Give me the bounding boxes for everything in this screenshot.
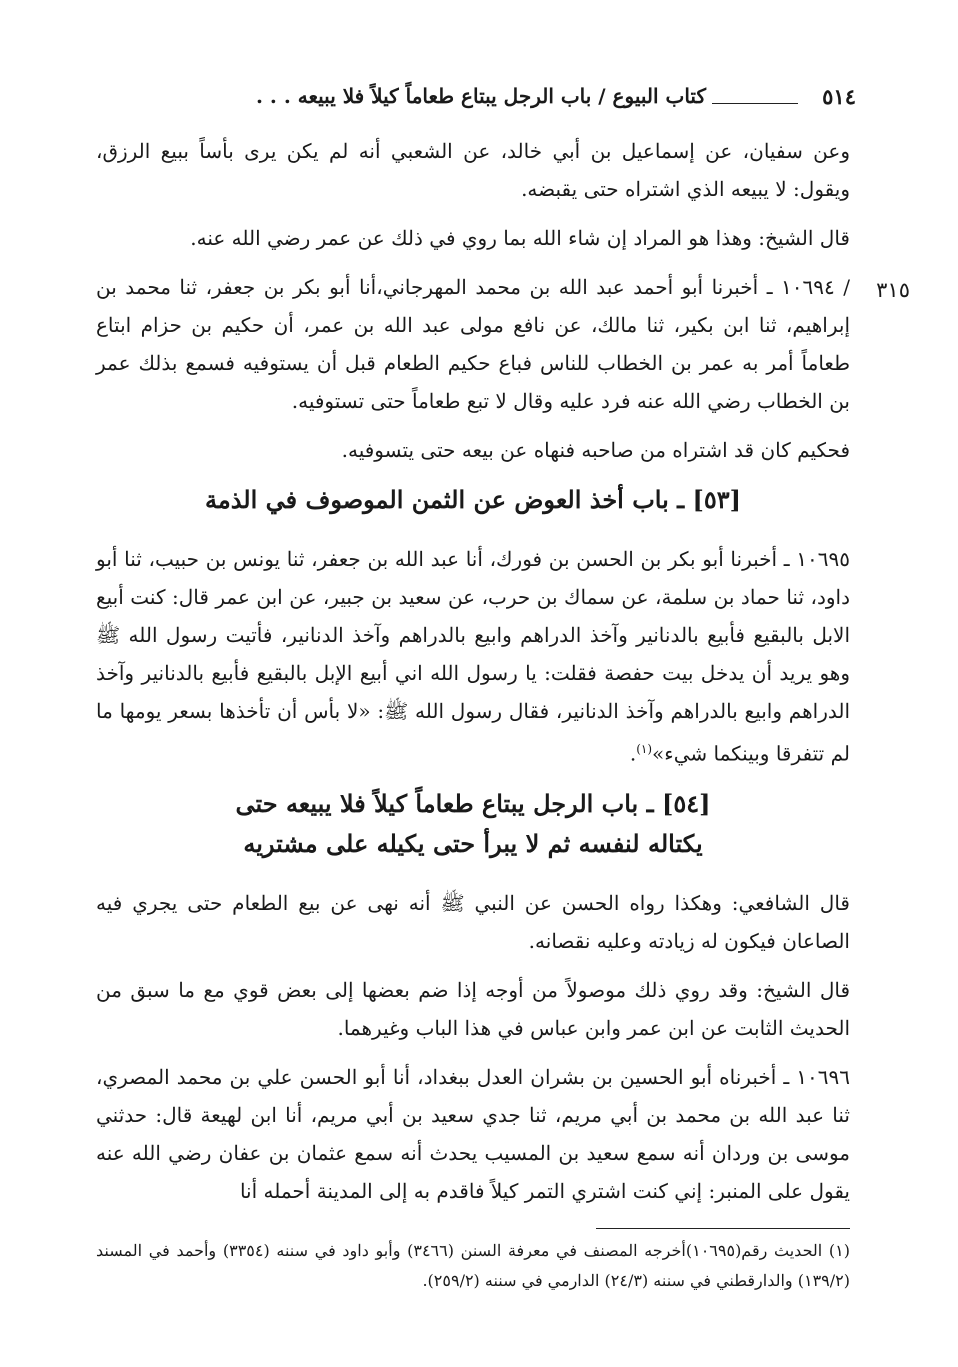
header-rule bbox=[712, 103, 798, 104]
page-number: ٥١٤ bbox=[822, 84, 856, 109]
section-53-heading: [٥٣] ـ باب أخذ العوض عن الثمن الموصوف في الذمة bbox=[204, 485, 742, 514]
margin-page-reference: ٣١٥ bbox=[876, 278, 910, 302]
section-54-title-line2: يكتاله لنفسه ثم لا يبرأ حتى يكيله على مشتريه bbox=[243, 828, 703, 858]
hadith-10695 bbox=[96, 540, 850, 773]
main-text bbox=[96, 132, 850, 1221]
footnote: (١) الحديث رقم(١٠٦٩٥)أخرجه المصنف في معرفة السنن (٣٤٦٦) وأبو داود في سننه (٣٣٥٤) وأحمد في المسند (١٣٩/٢) والدارقطني في سننه (٢٤/٣) الدارمي في سننه (٢٥٩/٢). bbox=[96, 1241, 851, 1290]
hadith-10694: / ١٠٦٩٤ ـ أخبرنا أبو أحمد عبد الله بن محمد المهرجاني،أنا أبو بكر بن جعفر، ثنا محمد بن إبراهيم، ثنا ابن بكير، ثنا مالك، عن نافع مولى عبد الله بن عمر، أن حكيم بن حزام ابتاع طعاماً أمر به عمر بن الخطاب للناس فباع حكيم الطعام قبل أن يستوفيه فسمع بذلك عمر بن الخطاب رضي الله عنه فرد عليه وقال لا تبع طعاماً حتى تستوفيه. bbox=[96, 275, 850, 413]
paragraph: فحكيم كان قد اشتراه من صاحبه فنهاه عن بيعه حتى يتسوفيه. bbox=[341, 438, 850, 462]
section-54-heading bbox=[96, 784, 850, 864]
running-header bbox=[92, 82, 856, 118]
paragraph: قال الشيخ: وهذا هو المراد إن شاء الله بما روي في ذلك عن عمر رضي الله عنه. bbox=[190, 226, 850, 250]
hadith-10695-end: . bbox=[629, 741, 637, 766]
paragraph: قال الشافعي: وهكذا رواه الحسن عن النبي ﷺ أنه نهى عن بيع الطعام حتى يجري فيه الصاعان فيكون له زيادته وعليه نقصانه. bbox=[96, 890, 850, 953]
paragraph: قال الشيخ: وقد روي ذلك موصولاً من أوجه إذا ضم بعضها إلى بعض قوي مع ما سبق من الحديث الثابت عن ابن عمر وابن عباس في هذا الباب وغيرهما. bbox=[96, 977, 850, 1040]
running-title: كتاب البيوع / باب الرجل يبتاع طعاماً كيلاً فلا يبيعه . . . bbox=[255, 84, 706, 108]
hadith-10696: ١٠٦٩٦ ـ أخبرناه أبو الحسين بن بشران العدل ببغداد، أنا أبو الحسن علي بن محمد المصري، ثنا عبد الله بن محمد بن أبي مريم، ثنا جدي سعيد بن أبي مريم، أنا ابن لهيعة قال: حدثني موسى بن وردان أنه سمع سعيد بن المسيب يحدث أنه سمع عثمان بن عفان رضي الله عنه يقول على المنبر: إني كنت اشتري التمر كيلاً فاقدم به إلى المدينة أحمله أنا bbox=[96, 1064, 850, 1203]
section-54-title-line1: [٥٤] ـ باب الرجل يبتاع طعاماً كيلاً فلا يبيعه حتى bbox=[235, 788, 711, 818]
footnote-rule bbox=[596, 1228, 850, 1229]
paragraph: وعن سفيان، عن إسماعيل بن أبي خالد، عن الشعبي أنه لم يكن يرى بأساً ببيع الرزق، ويقول: لا يبيعه الذي اشتراه حتى يقبضه. bbox=[96, 139, 850, 201]
footnote-marker[interactable]: (١) bbox=[636, 742, 653, 756]
hadith-10695-text: ١٠٦٩٥ ـ أخبرنا أبو بكر بن الحسن بن فورك، أنا عبد الله بن جعفر، ثنا يونس بن حبيب، ثنا أبو داود، ثنا حماد بن سلمة، عن سماك بن حرب، عن سعيد بن جبير، عن ابن عمر قال: كنت أبيع الابل بالبقيع فأبيع بالدنانير وآخذ الدراهم وابيع بالدراهم وآخذ الدنانير، فأتيت رسول الله ﷺ وهو يريد أن يدخل بيت حفصة فقلت: يا رسول الله اني أبيع الإبل بالبقيع فأبيع بالدنانير وآخذ الدراهم وابيع بالدراهم وآخذ الدنانير، فقال رسول الله ﷺ: «لا بأس أن تأخذها بسعر يومها ما لم تتفرقا وبينكما شيء» bbox=[96, 547, 850, 766]
